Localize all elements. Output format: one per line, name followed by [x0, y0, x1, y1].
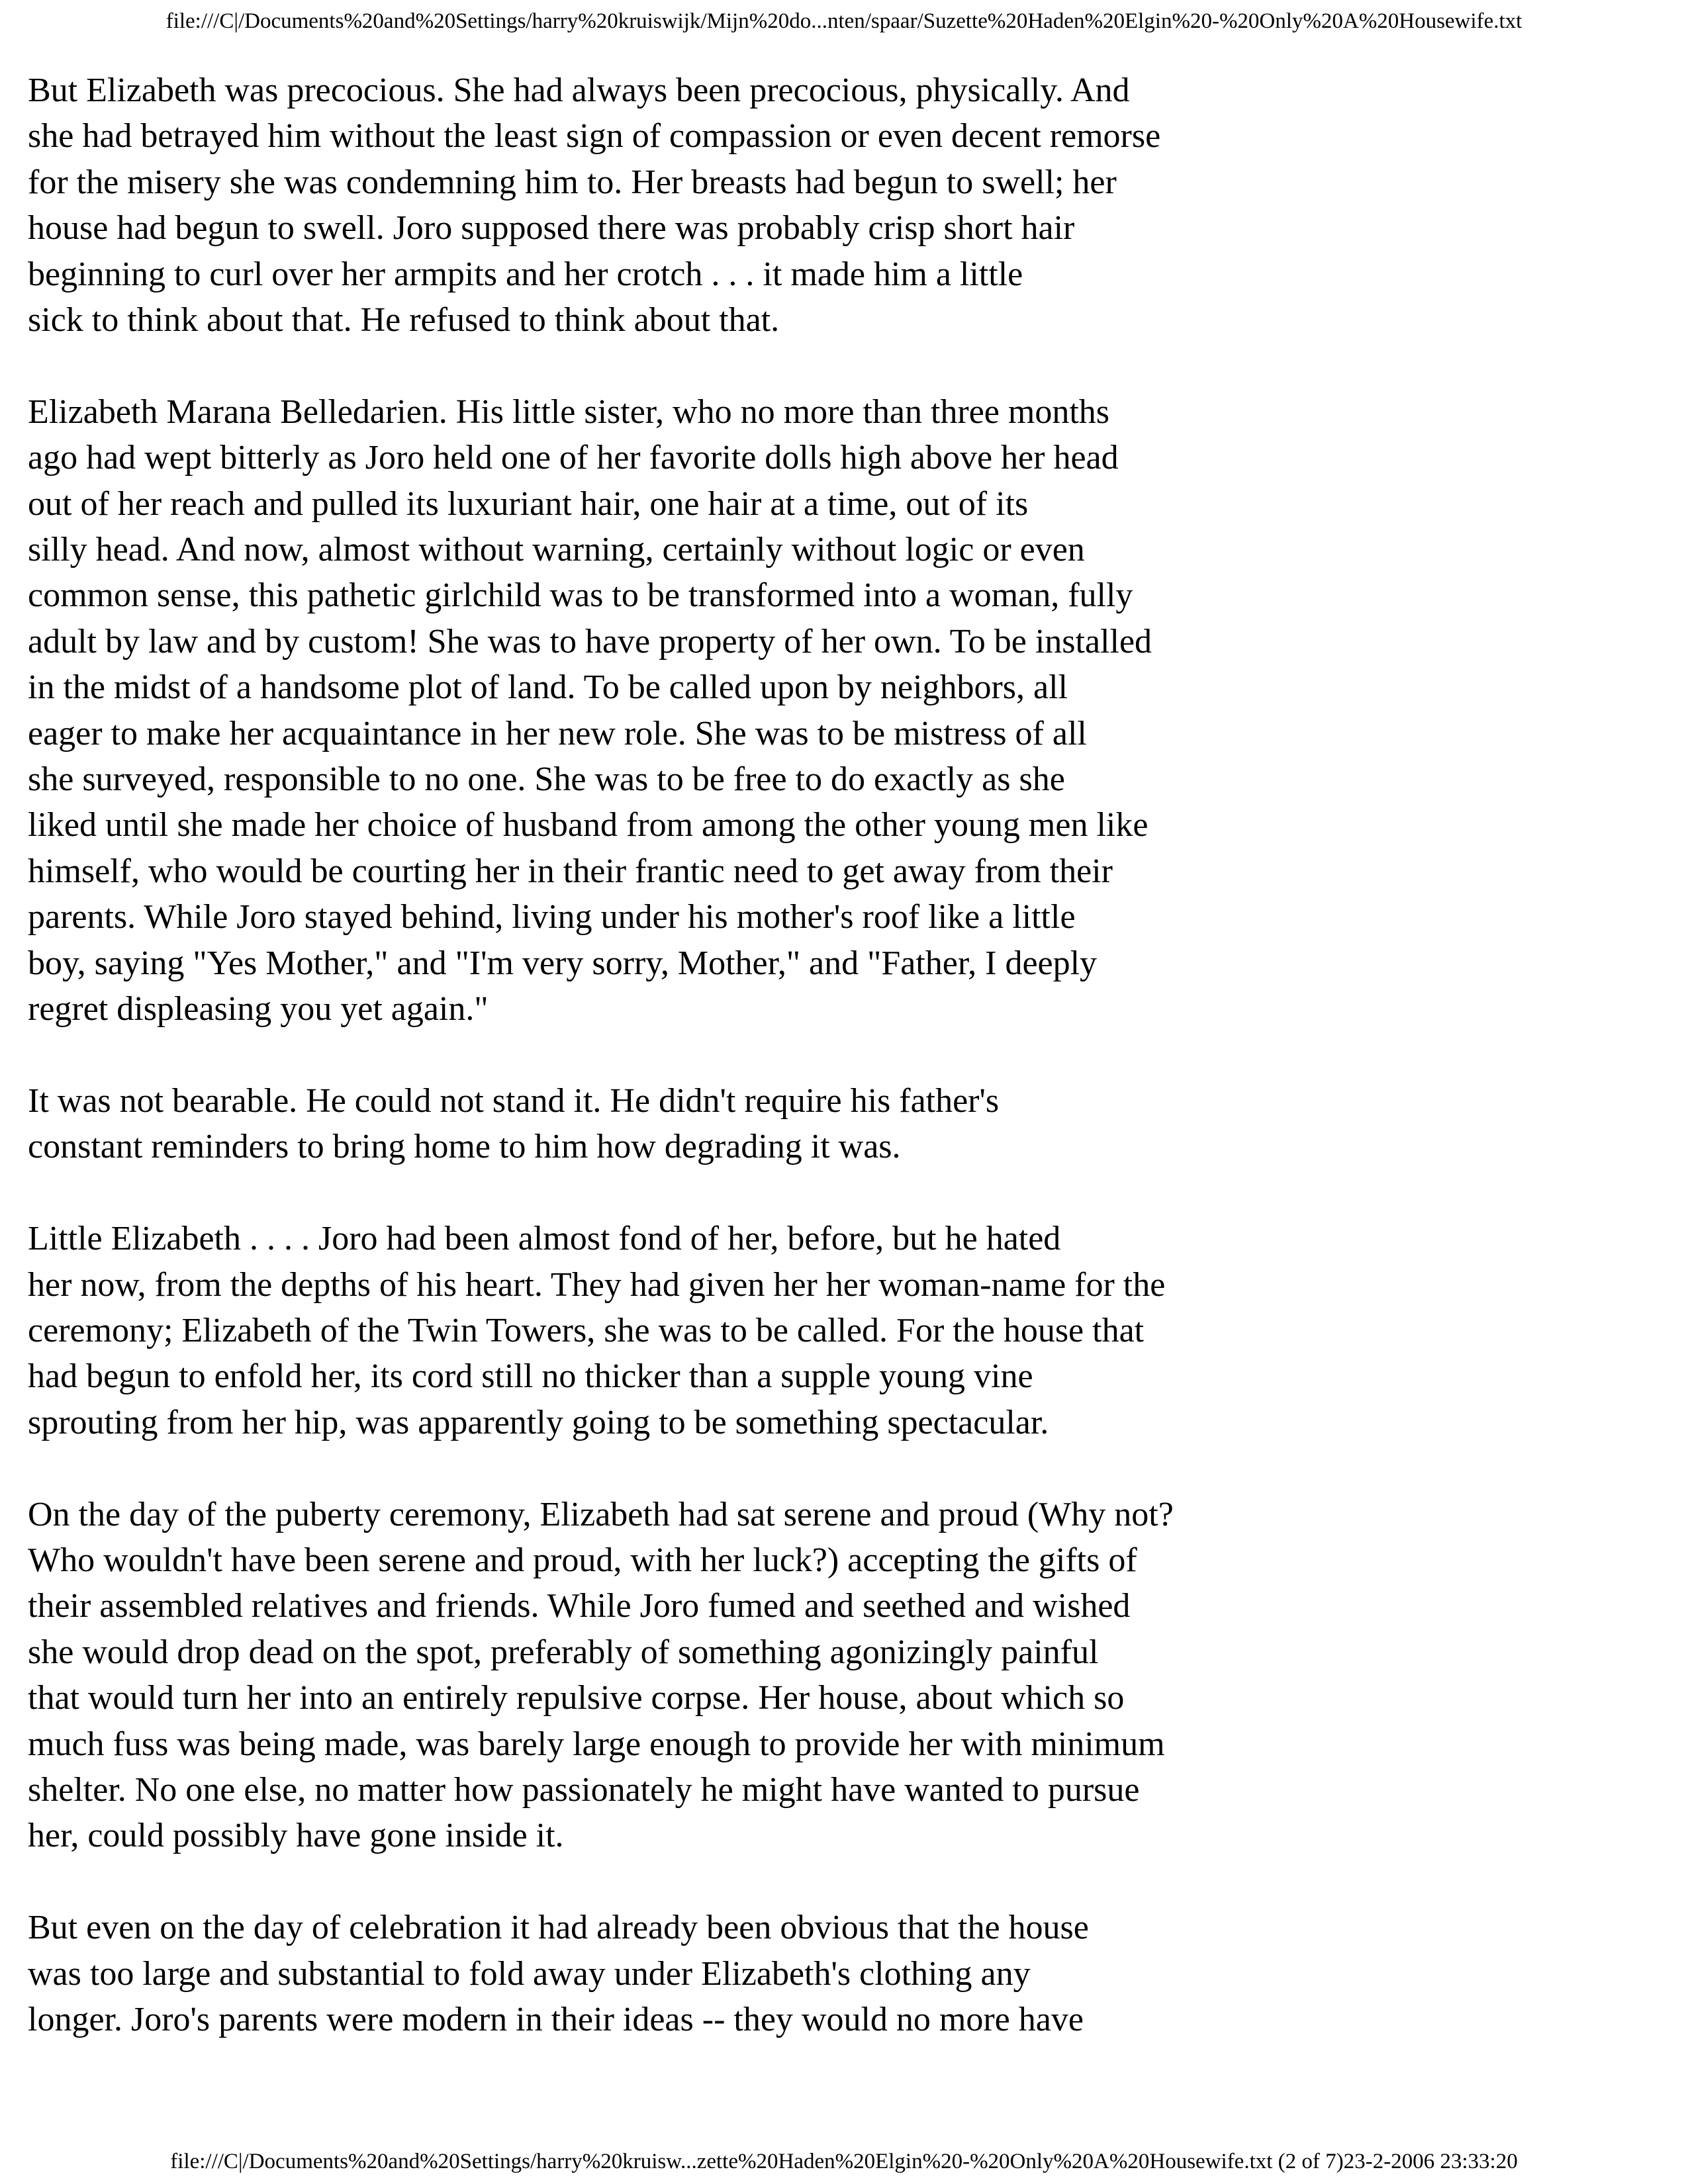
text-line: ago had wept bitterly as Joro held one of her favorite dolls high above her head	[28, 439, 1119, 477]
text-line: that would turn her into an entirely repulsive corpse. Her house, about which so	[28, 1679, 1125, 1717]
text-line: liked until she made her choice of husband from among the other young men like	[28, 806, 1149, 844]
text-line: regret displeasing you yet again."	[28, 990, 489, 1028]
text-line: But Elizabeth was precocious. She had always been precocious, physically. And	[28, 71, 1130, 109]
document-body	[28, 68, 1418, 2042]
text-line: out of her reach and pulled its luxuriant hair, one hair at a time, out of its	[28, 484, 1029, 523]
text-line: she would drop dead on the spot, preferably of something agonizingly painful	[28, 1633, 1099, 1671]
paragraph-1	[28, 68, 1418, 343]
text-line: her now, from the depths of his heart. They had given her her woman-name for the	[28, 1265, 1166, 1304]
text-line: had begun to enfold her, its cord still no thicker than a supple young vine	[28, 1357, 1033, 1396]
text-line: constant reminders to bring home to him how degrading it was.	[28, 1128, 901, 1166]
page-header-path: file:///C|/Documents%20and%20Settings/harry%20kruiswijk/Mijn%20do...nten/spaar/Suzette%20Haden%20Elgin%20-%20Only%20A%20Housewife.txt	[165, 9, 1523, 33]
text-line: silly head. And now, almost without warning, certainly without logic or even	[28, 531, 1085, 569]
text-line: she surveyed, responsible to no one. She was to be free to do exactly as she	[28, 760, 1065, 799]
text-line: But even on the day of celebration it had already been obvious that the house	[28, 1909, 1089, 1947]
text-line: boy, saying "Yes Mother," and "I'm very sorry, Mother," and "Father, I deeply	[28, 944, 1098, 982]
text-line: in the midst of a handsome plot of land. To be called upon by neighbors, all	[28, 668, 1068, 707]
text-line: was too large and substantial to fold away under Elizabeth's clothing any	[28, 1954, 1031, 1993]
text-line: On the day of the puberty ceremony, Elizabeth had sat serene and proud (Why not?	[28, 1495, 1174, 1533]
text-line: her, could possibly have gone inside it.	[28, 1817, 564, 1855]
page-footer-path: file:///C|/Documents%20and%20Settings/harry%20kruisw...zette%20Haden%20Elgin%20-%20Only%20A%20Housewife.txt (2 of 7)23-2-2006 23:33:20	[170, 2150, 1518, 2173]
text-line: eager to make her acquaintance in her new role. She was to be mistress of all	[28, 714, 1087, 752]
text-line: common sense, this pathetic girlchild was to be transformed into a woman, fully	[28, 576, 1133, 615]
paragraph-6	[28, 1905, 1418, 2042]
text-line: ceremony; Elizabeth of the Twin Towers, she was to be called. For the house that	[28, 1311, 1145, 1349]
text-line: It was not bearable. He could not stand it. He didn't require his father's	[28, 1081, 1000, 1120]
text-line: beginning to curl over her armpits and her crotch . . . it made him a little	[28, 255, 1023, 293]
text-line: for the misery she was condemning him to. Her breasts had begun to swell; her	[28, 163, 1117, 201]
text-line: much fuss was being made, was barely large enough to provide her with minimum	[28, 1725, 1165, 1763]
text-line: sick to think about that. He refused to think about that.	[28, 301, 780, 340]
text-line: she had betrayed him without the least sign of compassion or even decent remorse	[28, 117, 1161, 156]
text-line: adult by law and by custom! She was to have property of her own. To be installed	[28, 622, 1152, 660]
text-line: Who wouldn't have been serene and proud, with her luck?) accepting the gifts of	[28, 1541, 1137, 1579]
text-line: longer. Joro's parents were modern in their ideas -- they would no more have	[28, 2000, 1084, 2038]
text-line: parents. While Joro stayed behind, living under his mother's roof like a little	[28, 898, 1076, 936]
paragraph-2	[28, 389, 1418, 1032]
text-line: Little Elizabeth . . . . Joro had been almost fond of her, before, but he hated	[28, 1220, 1061, 1258]
text-line: Elizabeth Marana Belledarien. His little sister, who no more than three months	[28, 392, 1110, 431]
text-line: himself, who would be courting her in their frantic need to get away from their	[28, 852, 1113, 890]
text-line: house had begun to swell. Joro supposed there was probably crisp short hair	[28, 209, 1075, 248]
paragraph-3	[28, 1078, 1418, 1170]
text-line: shelter. No one else, no matter how passionately he might have wanted to pursue	[28, 1770, 1140, 1809]
paragraph-5	[28, 1492, 1418, 1859]
text-line: sprouting from her hip, was apparently going to be something spectacular.	[28, 1403, 1049, 1441]
paragraph-4	[28, 1216, 1418, 1445]
text-line: their assembled relatives and friends. While Joro fumed and seethed and wished	[28, 1587, 1131, 1625]
